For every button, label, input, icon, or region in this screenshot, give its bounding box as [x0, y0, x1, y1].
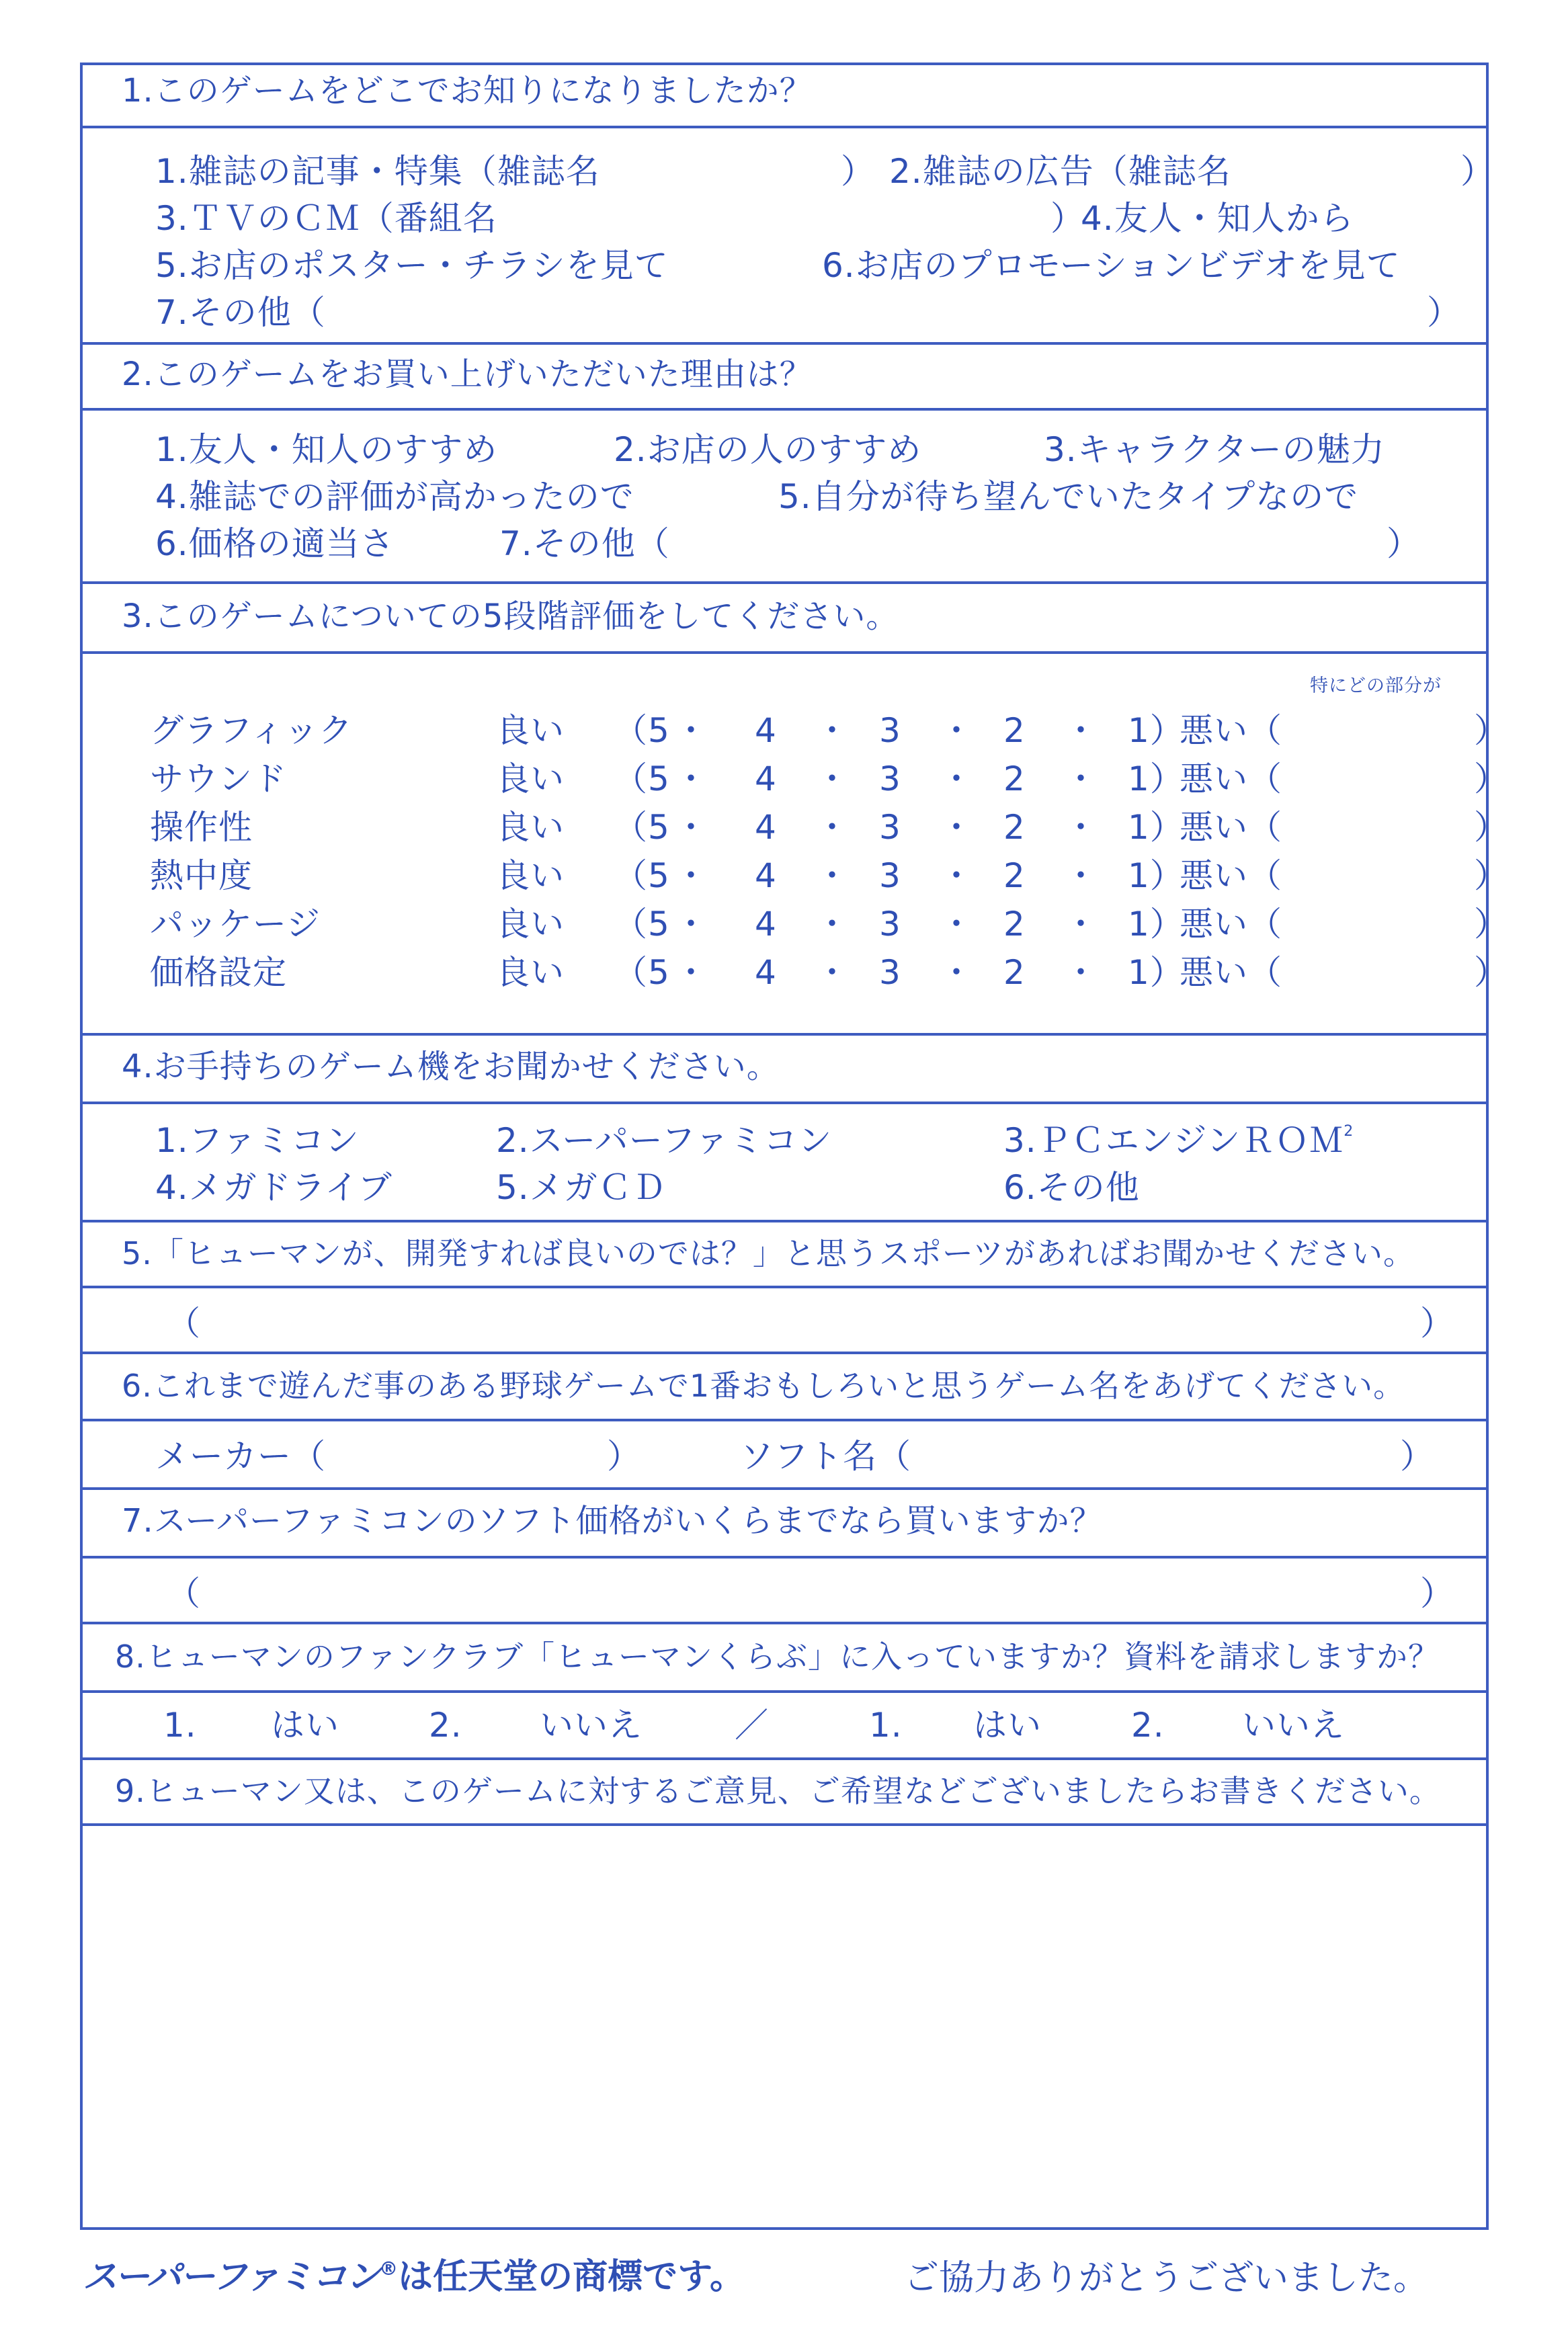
rating-score-4[interactable]: 4: [755, 808, 777, 847]
q8-b-no[interactable]: いいえ: [1242, 1706, 1345, 1745]
rating-separator: ・: [1064, 856, 1098, 895]
rating-item-label: サウンド: [150, 759, 287, 798]
rating-score-4[interactable]: 4: [755, 759, 777, 798]
q4-option-2[interactable]: 2.スーパーファミコン: [496, 1121, 833, 1160]
divider: [83, 408, 1486, 411]
rating-separator: ・: [674, 953, 708, 992]
rating-separator: ・: [815, 808, 850, 847]
rating-close-paren: ）: [1474, 808, 1508, 847]
rating-separator: ・: [674, 905, 708, 944]
rating-close-paren: ）: [1474, 759, 1508, 798]
rating-separator: ・: [674, 808, 708, 847]
q9-title: 9.ヒューマン又は、このゲームに対するご意見、ご希望などございましたらお書きください。: [115, 1773, 1441, 1809]
divider: [83, 581, 1486, 584]
rating-score-2[interactable]: 2: [1003, 808, 1026, 847]
rating-score-2[interactable]: 2: [1003, 759, 1026, 798]
rating-separator: ・: [815, 905, 850, 944]
rating-separator: ・: [1064, 759, 1098, 798]
divider: [83, 1690, 1486, 1693]
rating-score-3[interactable]: 3: [879, 856, 901, 895]
rating-score-4[interactable]: 4: [755, 856, 777, 895]
divider: [83, 651, 1486, 654]
rating-score-3[interactable]: 3: [879, 808, 901, 847]
q8-a-number-2: 2.: [429, 1706, 462, 1745]
q1-title: 1.このゲームをどこでお知りになりましたか？: [122, 72, 813, 110]
rating-separator: ・: [940, 759, 974, 798]
rating-score-2[interactable]: 2: [1003, 856, 1026, 895]
rating-separator: ・: [940, 856, 974, 895]
q4-option-3-label: 3.ＰＣエンジンＲＯＭ: [1003, 1121, 1344, 1160]
q6-maker-label[interactable]: メーカー（: [155, 1437, 326, 1476]
rating-score-1[interactable]: 1）: [1128, 905, 1184, 944]
rating-score-5[interactable]: （5: [614, 953, 670, 992]
rating-separator: ・: [674, 856, 708, 895]
rating-score-3[interactable]: 3: [879, 953, 901, 992]
rating-close-paren: ）: [1474, 905, 1508, 944]
divider: [83, 1033, 1486, 1036]
rating-score-1[interactable]: 1）: [1128, 759, 1184, 798]
rating-separator: ・: [1064, 808, 1098, 847]
divider: [83, 1286, 1486, 1288]
q4-option-1[interactable]: 1.ファミコン: [155, 1121, 360, 1160]
q1-option-7[interactable]: 7.その他（: [155, 293, 326, 332]
rating-score-5[interactable]: （5: [614, 711, 670, 750]
rating-score-1[interactable]: 1）: [1128, 808, 1184, 847]
rating-close-paren: ）: [1474, 711, 1508, 750]
q2-option-3[interactable]: 3.キャラクターの魅力: [1044, 430, 1385, 469]
q4-title: 4.お手持ちのゲーム機をお聞かせください。: [122, 1048, 780, 1085]
rating-separator: ・: [1064, 953, 1098, 992]
q4-option-5[interactable]: 5.メガＣＤ: [496, 1168, 667, 1207]
q1-option-1[interactable]: 1.雑誌の記事・特集（雑誌名: [155, 152, 600, 191]
divider: [83, 1622, 1486, 1624]
rating-item-label: 操作性: [150, 808, 253, 847]
divider: [83, 342, 1486, 345]
q8-title: 8.ヒューマンのファンクラブ「ヒューマンくらぶ」に入っていますか？資料を請求しますか？: [115, 1638, 1440, 1675]
trademark-text: は任天堂の商標です。: [398, 2257, 745, 2297]
q8-a-number-1: 1.: [163, 1706, 197, 1745]
rating-item-label: グラフィック: [150, 711, 353, 750]
q1-option-4[interactable]: 4.友人・知人から: [1081, 199, 1354, 238]
q2-option-7[interactable]: 7.その他（: [499, 524, 670, 563]
q1-option-6[interactable]: 6.お店のプロモーションビデオを見て: [822, 246, 1401, 285]
rating-separator: ・: [940, 711, 974, 750]
q4-option-3-sup: 2: [1344, 1123, 1354, 1140]
rating-score-2[interactable]: 2: [1003, 953, 1026, 992]
rating-separator: ・: [1064, 711, 1098, 750]
rating-separator: ・: [674, 759, 708, 798]
rating-good-label: 良い: [496, 856, 565, 895]
rating-score-4[interactable]: 4: [755, 711, 777, 750]
q1-option-7-close: ）: [1427, 293, 1461, 332]
rating-score-4[interactable]: 4: [755, 953, 777, 992]
q1-option-5[interactable]: 5.お店のポスター・チラシを見て: [155, 246, 669, 285]
q2-option-4[interactable]: 4.雑誌での評価が高かったので: [155, 477, 634, 516]
rating-separator: ・: [815, 711, 850, 750]
rating-score-3[interactable]: 3: [879, 759, 901, 798]
rating-close-paren: ）: [1474, 856, 1508, 895]
divider: [83, 1757, 1486, 1760]
q5-open-paren: （: [167, 1304, 201, 1343]
q2-option-7-close: ）: [1387, 524, 1421, 563]
divider: [83, 1352, 1486, 1354]
rating-good-label: 良い: [496, 808, 565, 847]
rating-score-1[interactable]: 1）: [1128, 856, 1184, 895]
registered-mark: ®: [379, 2257, 399, 2280]
q9-answer-area[interactable]: [83, 1826, 1486, 2228]
q3-title: 3.このゲームについての5段階評価をしてください。: [122, 597, 899, 635]
rating-bad-label: 悪い（: [1180, 759, 1282, 798]
rating-bad-label: 悪い（: [1180, 905, 1282, 944]
q2-option-6[interactable]: 6.価格の適当さ: [155, 524, 395, 563]
rating-item-label: 熱中度: [150, 856, 253, 895]
q4-option-6[interactable]: 6.その他: [1003, 1168, 1140, 1207]
divider: [83, 126, 1486, 128]
q8-b-yes[interactable]: はい: [973, 1706, 1042, 1745]
rating-separator: ・: [940, 953, 974, 992]
q6-soft-close: ）: [1400, 1437, 1434, 1476]
rating-good-label: 良い: [496, 759, 565, 798]
rating-separator: ・: [940, 905, 974, 944]
q6-title: 6.これまで遊んだ事のある野球ゲームで1番おもしろいと思うゲーム名をあげてください。: [122, 1368, 1405, 1404]
q2-option-1[interactable]: 1.友人・知人のすすめ: [155, 430, 498, 469]
rating-score-5[interactable]: （5: [614, 808, 670, 847]
rating-score-3[interactable]: 3: [879, 905, 901, 944]
rating-separator: ・: [815, 856, 850, 895]
rating-score-4[interactable]: 4: [755, 905, 777, 944]
rating-score-5[interactable]: （5: [614, 905, 670, 944]
rating-item-label: パッケージ: [150, 905, 321, 944]
divider: [83, 1556, 1486, 1559]
rating-score-1[interactable]: 1）: [1128, 711, 1184, 750]
rating-bad-label: 悪い（: [1180, 711, 1282, 750]
divider: [83, 1419, 1486, 1421]
q5-title: 5.「ヒューマンが、開発すれば良いのでは？」と思うスポーツがあればお聞かせください。: [122, 1235, 1415, 1272]
rating-close-paren: ）: [1474, 953, 1508, 992]
rating-separator: ・: [1064, 905, 1098, 944]
rating-bad-label: 悪い（: [1180, 856, 1282, 895]
q7-open-paren: （: [167, 1574, 201, 1613]
divider: [83, 1102, 1486, 1104]
rating-separator: ・: [674, 711, 708, 750]
rating-score-2[interactable]: 2: [1003, 905, 1026, 944]
q7-close-paren: ）: [1420, 1574, 1454, 1613]
rating-bad-label: 悪い（: [1180, 808, 1282, 847]
q2-option-2[interactable]: 2.お店の人のすすめ: [614, 430, 922, 469]
q6-maker-close: ）: [607, 1437, 641, 1476]
rating-separator: ・: [815, 759, 850, 798]
rating-score-2[interactable]: 2: [1003, 711, 1026, 750]
questionnaire-form: [80, 63, 1508, 2230]
rating-item-label: 価格設定: [150, 953, 287, 992]
q6-soft-label[interactable]: ソフト名（: [740, 1437, 911, 1476]
q7-title: 7.スーパーファミコンのソフト価格がいくらまでなら買いますか？: [122, 1502, 1103, 1540]
q8-a-no[interactable]: いいえ: [540, 1706, 643, 1745]
rating-score-3[interactable]: 3: [879, 711, 901, 750]
q5-close-paren: ）: [1420, 1304, 1454, 1343]
thanks-message: ご協力ありがとうございました。: [904, 2258, 1429, 2298]
rating-good-label: 良い: [496, 953, 565, 992]
q8-slash: ／: [735, 1706, 769, 1745]
q4-option-3[interactable]: [1003, 1120, 1354, 1168]
q2-title: 2.このゲームをお買い上げいただいた理由は？: [122, 356, 813, 393]
rating-score-1[interactable]: 1）: [1128, 953, 1184, 992]
rating-score-5[interactable]: （5: [614, 759, 670, 798]
q8-b-number-1: 1.: [869, 1706, 903, 1745]
q1-option-2-close: ）: [1460, 152, 1495, 191]
rating-separator: ・: [815, 953, 850, 992]
q1-option-2[interactable]: 2.雑誌の広告（雑誌名: [889, 152, 1231, 191]
rating-separator: ・: [940, 808, 974, 847]
q2-option-5[interactable]: 5.自分が待ち望んでいたタイプなので: [778, 477, 1359, 516]
q1-option-1-close: ）: [841, 152, 875, 191]
rating-good-label: 良い: [496, 711, 565, 750]
super-famicom-logo: スーパーファミコン: [83, 2257, 380, 2297]
q8-a-yes[interactable]: はい: [271, 1706, 339, 1745]
rating-good-label: 良い: [496, 905, 565, 944]
rating-score-5[interactable]: （5: [614, 856, 670, 895]
divider: [83, 1220, 1486, 1222]
q4-option-4[interactable]: 4.メガドライブ: [155, 1168, 393, 1207]
divider: [83, 1487, 1486, 1490]
trademark-notice: [83, 2255, 745, 2304]
q1-option-3[interactable]: 3.ＴＶのＣＭ（番組名: [155, 199, 497, 238]
q3-note: 特にどの部分が: [1310, 675, 1442, 696]
q1-option-3-close: ）: [1050, 199, 1085, 238]
rating-bad-label: 悪い（: [1180, 953, 1282, 992]
q8-b-number-2: 2.: [1131, 1706, 1165, 1745]
